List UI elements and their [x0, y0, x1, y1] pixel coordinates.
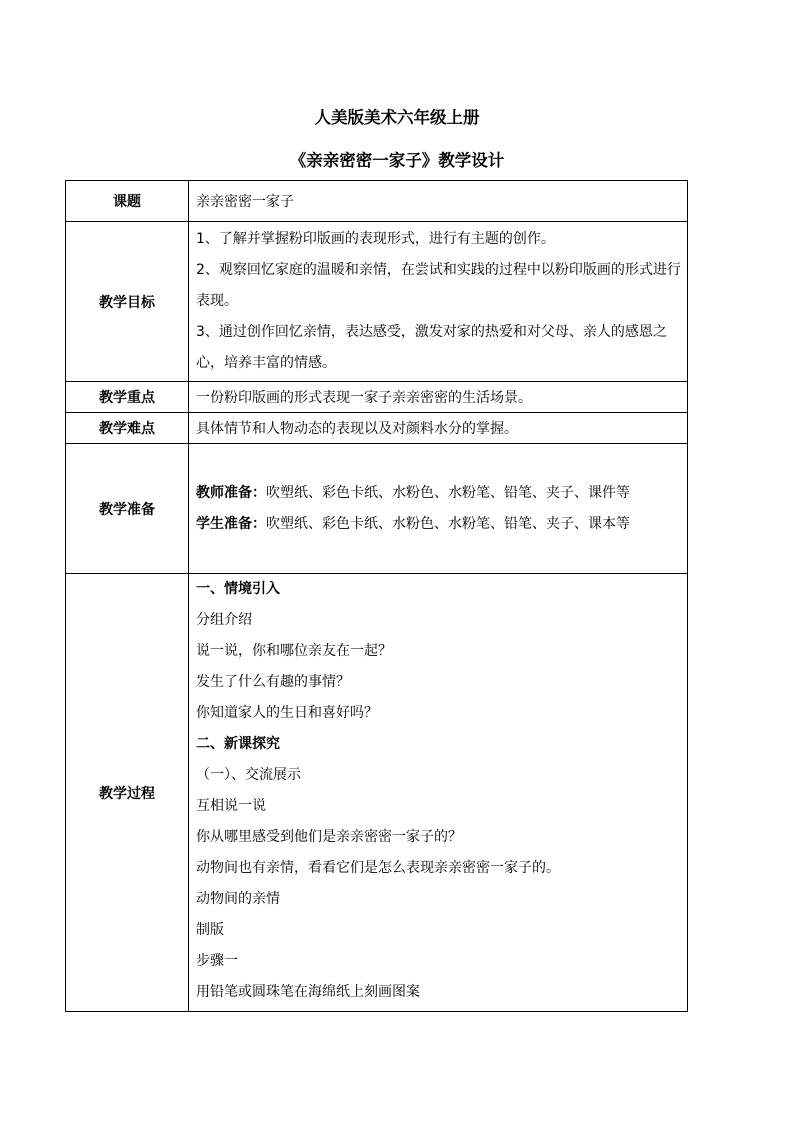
process-line: 你知道家人的生日和喜好吗？ — [196, 705, 378, 721]
process-line: 用铅笔或圆珠笔在海绵纸上刻画图案 — [196, 984, 420, 1000]
process-line: 动物间也有亲情，看看它们是怎么表现亲亲密密一家子的。 — [196, 860, 560, 876]
teacher-preparation-value: 吹塑纸、彩色卡纸、水粉色、水粉笔、铅笔、夹子、课件等 — [266, 484, 630, 501]
row-process — [66, 574, 688, 1012]
value-preparation — [189, 444, 688, 574]
row-preparation — [66, 444, 688, 574]
label-process: 教学过程 — [66, 574, 189, 1012]
label-difficulty: 教学难点 — [66, 413, 189, 444]
row-difficulty — [66, 413, 688, 444]
process-section-heading: 二、新课探究 — [196, 736, 280, 752]
process-line: 制版 — [196, 922, 224, 938]
goal-item: 3、通过创作回忆亲情，表达感受，激发对家的热爱和对父母、亲人的感恩之心，培养丰富的情感。 — [196, 324, 667, 371]
process-line: （一）、交流展示 — [196, 767, 301, 783]
row-key-point — [66, 382, 688, 413]
process-section-heading: 一、情境引入 — [196, 581, 280, 597]
student-preparation-value: 吹塑纸、彩色卡纸、水粉色、水粉笔、铅笔、夹子、课本等 — [266, 515, 630, 532]
process-line: 说一说，你和哪位亲友在一起？ — [196, 643, 392, 659]
row-goals — [66, 222, 688, 382]
value-difficulty: 具体情节和人物动态的表现以及对颜料水分的掌握。 — [189, 413, 688, 444]
lesson-plan-table — [65, 180, 688, 1012]
label-topic: 课题 — [66, 181, 189, 222]
process-line: 发生了什么有趣的事情？ — [196, 674, 350, 690]
teacher-preparation — [196, 478, 681, 509]
value-key-point: 一份粉印版画的形式表现一家子亲亲密密的生活场景。 — [189, 382, 688, 413]
document-title: 人美版美术六年级上册 — [314, 108, 480, 127]
row-topic — [66, 181, 688, 222]
process-line: 互相说一说 — [196, 798, 266, 814]
goal-item: 2、观察回忆家庭的温暖和亲情，在尝试和实践的过程中以粉印版画的形式进行表现。 — [196, 262, 681, 309]
value-topic: 亲亲密密一家子 — [189, 181, 688, 222]
process-line: 分组介绍 — [196, 612, 252, 628]
value-goals — [189, 222, 688, 382]
document-subtitle: 《亲亲密密一家子》教学设计 — [289, 151, 505, 170]
process-line: 你从哪里感受到他们是亲亲密密一家子的？ — [196, 829, 462, 845]
process-line: 步骤一 — [196, 953, 238, 969]
value-process — [189, 574, 688, 1012]
student-preparation-label: 学生准备： — [196, 515, 266, 532]
process-line: 动物间的亲情 — [196, 891, 280, 907]
student-preparation — [196, 509, 681, 540]
label-key-point: 教学重点 — [66, 382, 189, 413]
label-preparation: 教学准备 — [66, 444, 189, 574]
goal-item: 1、了解并掌握粉印版画的表现形式，进行有主题的创作。 — [196, 231, 555, 247]
label-goals: 教学目标 — [66, 222, 189, 382]
teacher-preparation-label: 教师准备： — [196, 484, 266, 501]
